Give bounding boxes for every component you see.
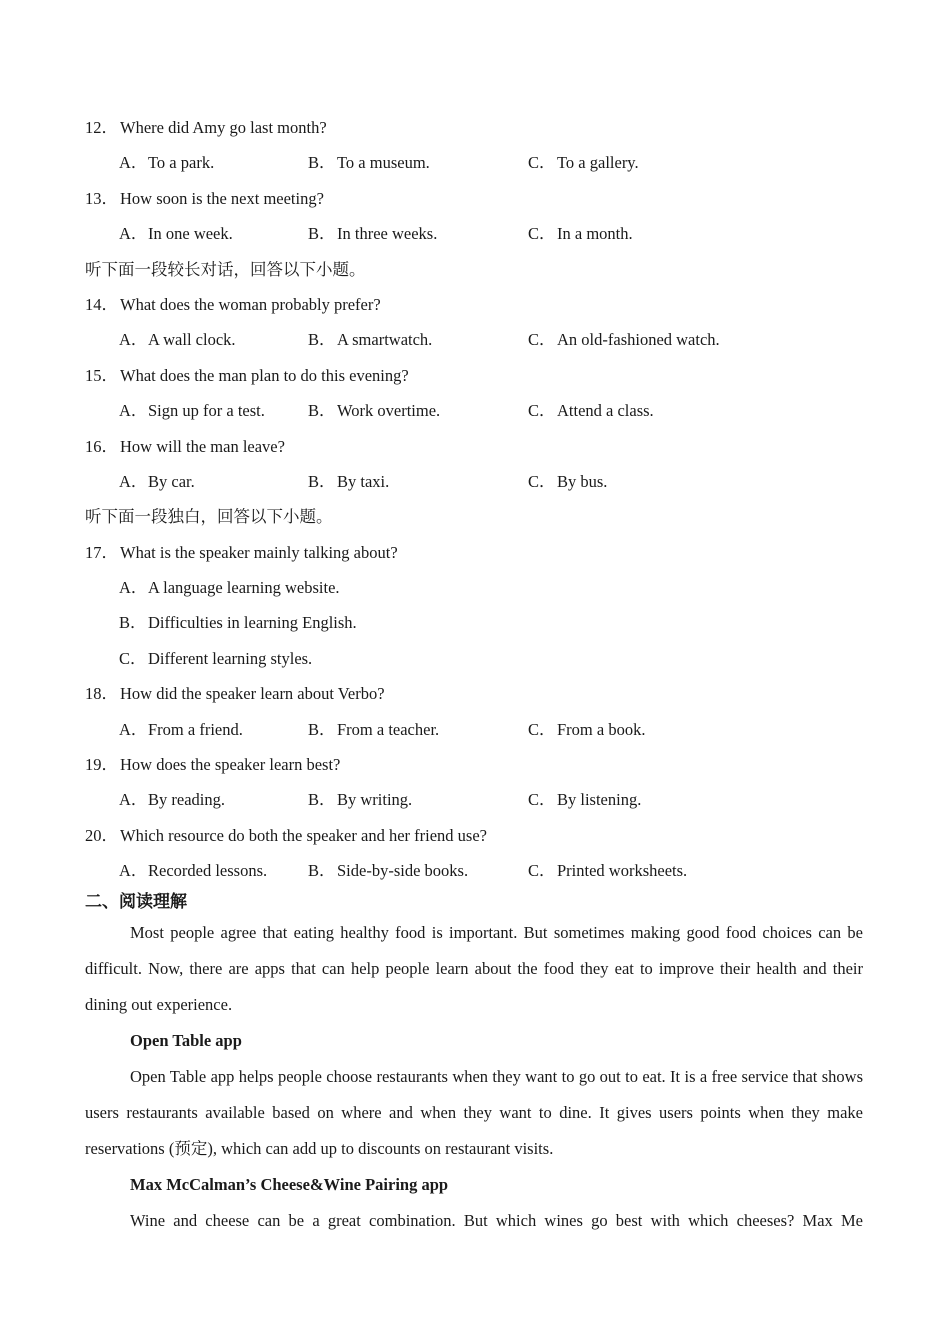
question-text: What is the speaker mainly talking about? xyxy=(120,542,398,562)
option-a xyxy=(119,216,233,251)
option-label: A． xyxy=(119,153,148,173)
option-c xyxy=(528,712,645,747)
option-c xyxy=(528,782,641,817)
question-number: 12． xyxy=(85,118,118,137)
option-text: By bus. xyxy=(557,471,608,491)
option-label: A． xyxy=(119,330,148,350)
option-label: A． xyxy=(119,790,148,810)
question-text: Which resource do both the speaker and her friend use? xyxy=(120,825,487,845)
option-a xyxy=(119,145,214,180)
reading-section-title: 二、阅读理解 xyxy=(85,891,187,911)
option-label: A． xyxy=(119,224,148,244)
question-19-options xyxy=(85,782,863,817)
option-text: Sign up for a test. xyxy=(148,401,265,421)
option-b xyxy=(308,145,430,180)
option-label: C． xyxy=(528,153,556,173)
question-16-options xyxy=(85,464,863,499)
option-text: By car. xyxy=(148,471,195,491)
question-text: How does the speaker learn best? xyxy=(120,755,341,775)
option-text: To a park. xyxy=(148,153,215,173)
question-number: 20． xyxy=(85,825,118,845)
question-13-options xyxy=(85,216,863,251)
option-text: From a teacher. xyxy=(337,719,440,739)
option-text: From a book. xyxy=(557,719,646,739)
question-20-options xyxy=(85,853,863,888)
question-12-options xyxy=(85,145,863,180)
option-a xyxy=(119,782,225,817)
option-text: By listening. xyxy=(557,790,642,810)
option-text: Work overtime. xyxy=(337,401,441,421)
option-text: By reading. xyxy=(148,790,225,810)
question-text: Where did Amy go last month? xyxy=(120,118,327,137)
question-19 xyxy=(85,747,863,782)
question-14 xyxy=(85,287,863,322)
option-text: Recorded lessons. xyxy=(148,861,268,881)
option-b xyxy=(308,712,439,747)
option-label: C． xyxy=(528,471,556,491)
option-text: An old-fashioned watch. xyxy=(557,330,720,350)
option-text: Side-by-side books. xyxy=(337,861,469,881)
option-c xyxy=(528,393,654,428)
question-number: 18． xyxy=(85,684,118,704)
option-text: From a friend. xyxy=(148,719,243,739)
question-20 xyxy=(85,818,863,853)
option-c xyxy=(528,464,607,499)
option-text: In three weeks. xyxy=(337,224,438,244)
question-text: How soon is the next meeting? xyxy=(120,188,324,208)
question-12 xyxy=(85,110,863,145)
question-18 xyxy=(85,676,863,711)
option-c xyxy=(528,145,639,180)
option-label: B． xyxy=(308,330,336,350)
open-table-paragraph: Open Table app helps people choose restaurants when they want to go out to eat. It is a free service that shows users restaurants available based on where and when they want to dine. It gives users points when they make reservations (预定), which can add up to discounts on restaurant visits. xyxy=(85,1066,863,1158)
option-text: A smartwatch. xyxy=(337,330,433,350)
option-label: B． xyxy=(308,719,336,739)
question-text: How did the speaker learn about Verbo? xyxy=(120,684,385,704)
option-label: C． xyxy=(528,790,556,810)
question-18-options xyxy=(85,712,863,747)
question-16 xyxy=(85,429,863,464)
option-text: To a museum. xyxy=(337,153,430,173)
option-label: B． xyxy=(308,401,336,421)
option-c xyxy=(528,853,687,888)
option-b xyxy=(308,393,440,428)
option-text: By writing. xyxy=(337,790,413,810)
option-label: B． xyxy=(119,613,147,633)
option-label: B． xyxy=(308,153,336,173)
cheese-wine-paragraph: Wine and cheese can be a great combination. But which wines go best with which cheeses? Max Me xyxy=(130,1210,863,1230)
option-text: A language learning website. xyxy=(148,578,340,598)
reading-intro-paragraph: Most people agree that eating healthy food is important. But sometimes making good food choices can be difficult. Now, there are apps that can help people learn about the food they eat to improve their health and their dining out experience. xyxy=(85,922,863,1014)
option-b xyxy=(308,853,468,888)
option-a xyxy=(119,464,195,499)
option-label: B． xyxy=(308,790,336,810)
option-c xyxy=(528,322,720,357)
option-text: A wall clock. xyxy=(148,330,236,350)
question-13 xyxy=(85,181,863,216)
question-15 xyxy=(85,358,863,393)
question-number: 14． xyxy=(85,294,118,314)
option-label: B． xyxy=(308,861,336,881)
subsection-heading-cheese-wine: Max McCalman’s Cheese&Wine Pairing app xyxy=(130,1174,449,1194)
option-text: Attend a class. xyxy=(557,401,654,421)
option-text: In a month. xyxy=(557,224,633,244)
option-label: A． xyxy=(119,578,148,598)
question-number: 17． xyxy=(85,542,118,562)
option-label: A． xyxy=(119,401,148,421)
option-b xyxy=(308,216,437,251)
question-number: 19． xyxy=(85,755,118,775)
question-17 xyxy=(85,535,863,570)
question-number: 15． xyxy=(85,365,118,385)
option-label: C． xyxy=(528,330,556,350)
option-a xyxy=(119,393,265,428)
question-14-options xyxy=(85,322,863,357)
question-text: How will the man leave? xyxy=(120,436,285,456)
option-text: By taxi. xyxy=(337,471,390,491)
option-a xyxy=(119,322,236,357)
option-text: Difficulties in learning English. xyxy=(148,613,357,633)
option-label: A． xyxy=(119,861,148,881)
option-a xyxy=(119,712,243,747)
option-label: C． xyxy=(528,224,556,244)
option-b xyxy=(308,322,432,357)
option-label: C． xyxy=(528,719,556,739)
question-17-option-c xyxy=(85,641,863,676)
option-label: C． xyxy=(119,648,147,668)
option-text: To a gallery. xyxy=(557,153,639,173)
question-text: What does the man plan to do this evening? xyxy=(120,365,409,385)
option-label: B． xyxy=(308,224,336,244)
option-text: Printed worksheets. xyxy=(557,861,688,881)
question-text: What does the woman probably prefer? xyxy=(120,294,381,314)
reading-section xyxy=(85,889,863,1239)
option-label: A． xyxy=(119,719,148,739)
option-c xyxy=(528,216,633,251)
option-a xyxy=(119,853,267,888)
option-label: C． xyxy=(528,861,556,881)
option-text: In one week. xyxy=(148,224,233,244)
question-15-options xyxy=(85,393,863,428)
question-number: 16． xyxy=(85,436,118,456)
option-label: C． xyxy=(528,401,556,421)
question-17-option-a xyxy=(85,570,863,605)
option-label: A． xyxy=(119,471,148,491)
option-b xyxy=(308,464,389,499)
option-text: Different learning styles. xyxy=(148,648,313,668)
listening-instruction-dialogue: 听下面一段较长对话，回答以下小题。 xyxy=(85,259,366,279)
option-label: B． xyxy=(308,471,336,491)
question-17-option-b xyxy=(85,605,863,640)
subsection-heading-open-table: Open Table app xyxy=(130,1030,242,1050)
option-b xyxy=(308,782,412,817)
listening-instruction-monologue: 听下面一段独白，回答以下小题。 xyxy=(85,507,333,527)
question-number: 13． xyxy=(85,188,118,208)
